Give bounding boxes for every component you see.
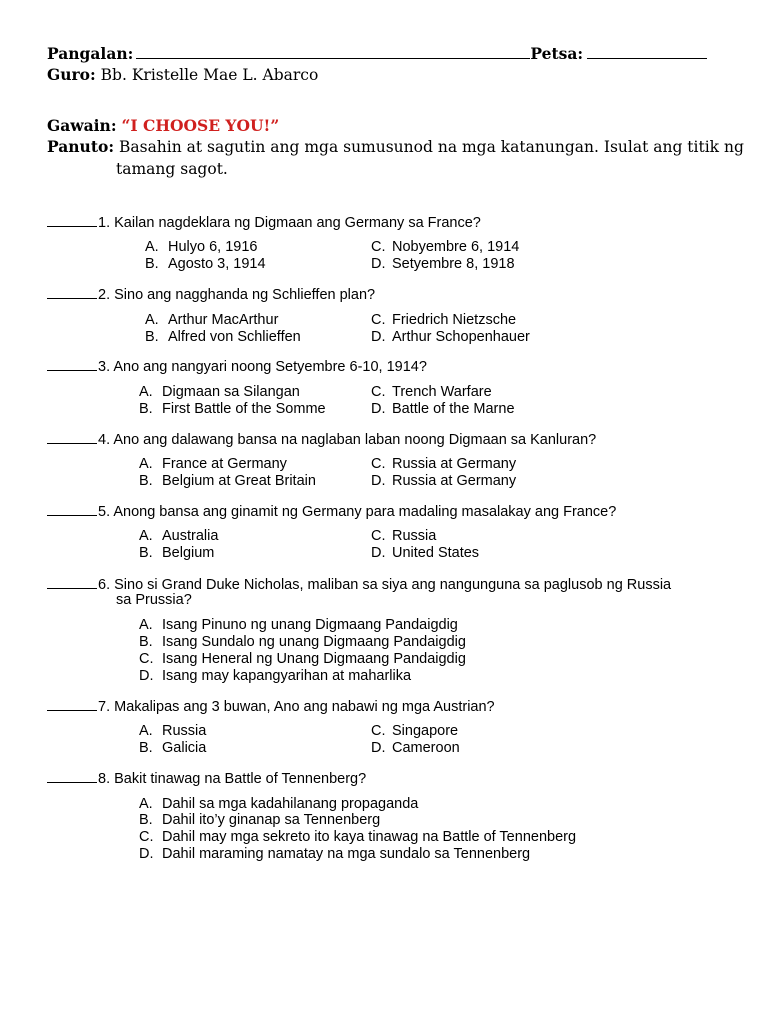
- question-6-continuation: sa Prussia?: [116, 592, 192, 608]
- instructions-label: Panuto:: [47, 137, 115, 156]
- activity-title: “I CHOOSE YOU!”: [121, 116, 280, 135]
- question-number: 6.: [98, 577, 111, 593]
- option-5b[interactable]: B. Belgium: [139, 545, 215, 561]
- answer-blank-8[interactable]: [47, 769, 97, 783]
- option-3c[interactable]: C. Trench Warfare: [371, 384, 492, 400]
- option-4b[interactable]: B. Belgium at Great Britain: [139, 473, 316, 489]
- question-text: Kailan nagdeklara ng Digmaan ang Germany sa France?: [114, 215, 481, 231]
- option-8d[interactable]: D. Dahil maraming namatay na mga sundalo sa Tennenberg: [139, 846, 531, 862]
- date-label: Petsa:: [530, 44, 584, 63]
- option-4c[interactable]: C. Russia at Germany: [371, 456, 517, 472]
- option-5a[interactable]: A. Australia: [139, 528, 219, 544]
- question-text: Anong bansa ang ginamit ng Germany para madaling masalakay ang France?: [113, 504, 617, 520]
- option-7d[interactable]: D. Cameroon: [371, 740, 460, 756]
- answer-blank-1[interactable]: [47, 213, 97, 227]
- option-1b[interactable]: B. Agosto 3, 1914: [145, 256, 266, 272]
- option-1c[interactable]: C. Nobyembre 6, 1914: [371, 239, 520, 255]
- question-text: Bakit tinawag na Battle of Tennenberg?: [114, 771, 367, 787]
- question-number: 5.: [98, 504, 111, 520]
- option-5c[interactable]: C. Russia: [371, 528, 437, 544]
- question-text: Makalipas ang 3 buwan, Ano ang nabawi ng mga Austrian?: [114, 699, 495, 715]
- option-8a[interactable]: A. Dahil sa mga kadahilanang propaganda: [139, 796, 419, 812]
- question-2: [47, 285, 375, 304]
- option-2b[interactable]: B. Alfred von Schlieffen: [145, 329, 301, 345]
- teacher-label: Guro:: [47, 65, 96, 84]
- instructions-line-2: tamang sagot.: [116, 160, 228, 178]
- question-7: [47, 697, 495, 716]
- option-6d[interactable]: D. Isang may kapangyarihan at maharlika: [139, 668, 412, 684]
- answer-blank-2[interactable]: [47, 285, 97, 299]
- option-1d[interactable]: D. Setyembre 8, 1918: [371, 256, 515, 272]
- question-5: [47, 502, 616, 521]
- name-date-line: [47, 44, 707, 64]
- option-2d[interactable]: D. Arthur Schopenhauer: [371, 329, 530, 345]
- question-number: 3.: [98, 359, 111, 375]
- answer-blank-3[interactable]: [47, 357, 97, 371]
- question-number: 8.: [98, 771, 111, 787]
- option-5d[interactable]: D. United States: [371, 545, 480, 561]
- teacher-line: [47, 65, 318, 85]
- answer-blank-6[interactable]: [47, 575, 97, 589]
- option-6b[interactable]: B. Isang Sundalo ng unang Digmaang Pandaigdig: [139, 634, 466, 650]
- question-number: 4.: [98, 432, 111, 448]
- option-3b[interactable]: B. First Battle of the Somme: [139, 401, 326, 417]
- question-text: Sino ang nagghanda ng Schlieffen plan?: [114, 287, 376, 303]
- option-2a[interactable]: A. Arthur MacArthur: [145, 312, 279, 328]
- answer-blank-4[interactable]: [47, 430, 97, 444]
- question-text: Ano ang dalawang bansa na naglaban laban noong Digmaan sa Kanluran?: [113, 432, 597, 448]
- question-8: [47, 769, 366, 788]
- name-label: Pangalan:: [47, 44, 134, 63]
- question-number: 7.: [98, 699, 111, 715]
- option-4d[interactable]: D. Russia at Germany: [371, 473, 517, 489]
- option-8b[interactable]: B. Dahil ito’y ginanap sa Tennenberg: [139, 812, 381, 828]
- option-7b[interactable]: B. Galicia: [139, 740, 207, 756]
- instructions-text: Basahin at sagutin ang mga sumusunod na mga katanungan. Isulat ang titik ng: [118, 138, 744, 156]
- question-4: [47, 430, 596, 449]
- question-text: Sino si Grand Duke Nicholas, maliban sa siya ang nangunguna sa paglusob ng Russia: [114, 577, 672, 593]
- activity-line: [47, 116, 279, 136]
- option-8c[interactable]: C. Dahil may mga sekreto ito kaya tinawag na Battle of Tennenberg: [139, 829, 577, 845]
- option-4a[interactable]: A. France at Germany: [139, 456, 287, 472]
- answer-blank-7[interactable]: [47, 697, 97, 711]
- option-7c[interactable]: C. Singapore: [371, 723, 459, 739]
- question-3: [47, 357, 427, 376]
- option-6c[interactable]: C. Isang Heneral ng Unang Digmaang Pandaigdig: [139, 651, 466, 667]
- activity-label: Gawain:: [47, 116, 117, 135]
- question-1: [47, 213, 481, 232]
- question-number: 1.: [98, 215, 111, 231]
- teacher-name: Bb. Kristelle Mae L. Abarco: [100, 66, 319, 84]
- option-2c[interactable]: C. Friedrich Nietzsche: [371, 312, 517, 328]
- date-blank[interactable]: [587, 44, 707, 59]
- option-7a[interactable]: A. Russia: [139, 723, 207, 739]
- question-number: 2.: [98, 287, 111, 303]
- name-blank[interactable]: [136, 44, 530, 59]
- answer-blank-5[interactable]: [47, 502, 97, 516]
- option-6a[interactable]: A. Isang Pinuno ng unang Digmaang Pandaigdig: [139, 617, 458, 633]
- instructions-line: [47, 137, 744, 157]
- option-1a[interactable]: A. Hulyo 6, 1916: [145, 239, 258, 255]
- question-text: Ano ang nangyari noong Setyembre 6-10, 1914?: [113, 359, 427, 375]
- option-3d[interactable]: D. Battle of the Marne: [371, 401, 515, 417]
- option-3a[interactable]: A. Digmaan sa Silangan: [139, 384, 300, 400]
